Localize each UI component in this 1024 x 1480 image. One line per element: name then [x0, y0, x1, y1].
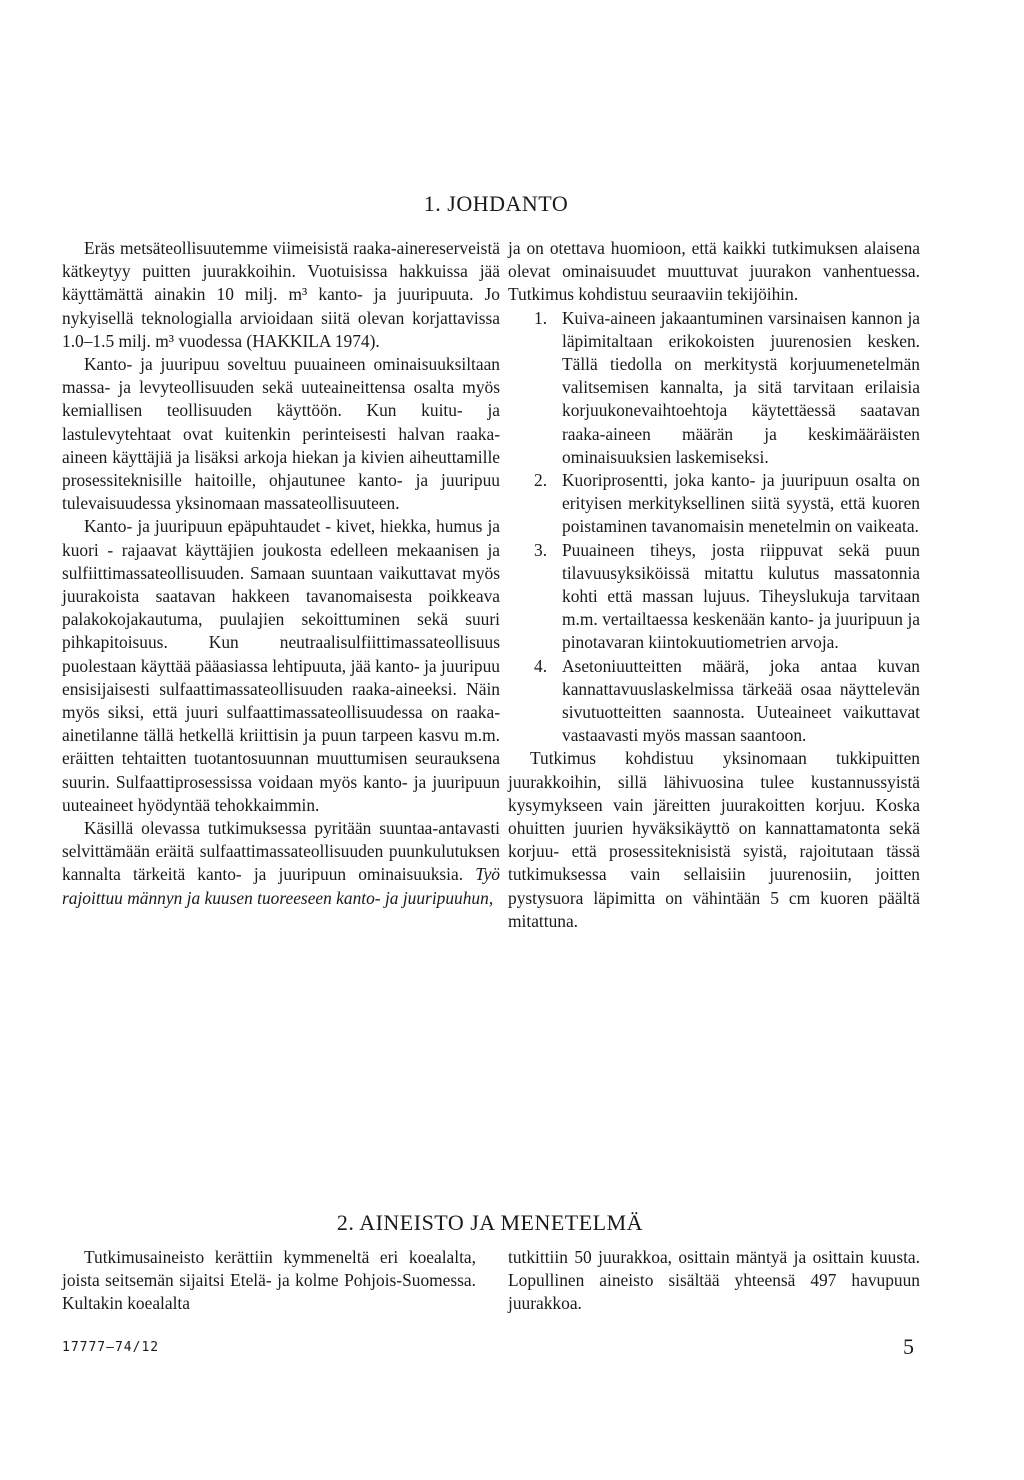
paragraph-scope: ja on otettava huomioon, että kaikki tutkimuksen alaisena olevat ominaisuudet muuttuvat juurakon vanhentuessa. Tutkimus kohdistuu seuraaviin tekijöihin. [508, 238, 920, 305]
italic-limitation: Työ rajoittuu männyn ja kuusen tuoreeseen kanto- ja juuripuuhun, [62, 864, 500, 908]
list-number: 4. [534, 655, 548, 676]
list-item [508, 539, 920, 655]
left-column [62, 237, 500, 910]
list-item [508, 469, 920, 539]
section-2-left-column [62, 1246, 476, 1316]
list-item [508, 655, 920, 748]
paragraph-material-continued: tutkittiin 50 juurakkoa, osittain mäntyä ja osittain kuusta. Lopullinen aineisto sisältää yhteensä 497 havupuun juurakkoa. [508, 1247, 920, 1314]
page-number: 5 [903, 1334, 914, 1359]
paragraph-suitability: Kanto- ja juuripuu soveltuu puuaineen ominaisuuksiltaan massa- ja levyteollisuuden sekä uuteaineittensa osalta myös kemiallisen teollisuuden käyttöön. Kun kuitu- ja lastulevytehtaat ovat kuitenkin perinteisesti halvan raaka-aineen käyttäjiä ja lisäksi arkoja hiekan ja kivien aiheuttamille prosessiteknisille haitoille, ohjautunee kanto- ja juuripuu tulevaisuudessa yksinomaan massateollisuuteen. [62, 354, 500, 514]
paragraph-material: Tutkimusaineisto kerättiin kymmeneltä eri koealalta, joista seitsemän sijaitsi Etelä- ja kolme Pohjois-Suomessa. Kultakin koealalta [62, 1247, 476, 1314]
list-text: Puuaineen tiheys, josta riippuvat sekä puun tilavuusyksiköissä mitattu kulutus massatonnia kohti että massan lujuus. Tiheyslukuja tarvitaan m.m. vertailtaessa keskenään kanto- ja juuripuun ja pinotavaran kiintokuutiometrien arvoja. [562, 539, 920, 653]
list-text: Kuiva-aineen jakaantuminen varsinaisen kannon ja läpimitaltaan erikokoisten juurenosien kesken. Tällä tiedolla on merkitystä korjuumenetelmän valitsemisen kannalta, ja sitä tarvitaan erilaisia korjuukonevaihtoehtoja käytettäessä saatavan raaka-aineen määrän ja keskimääräisten ominaisuuksien laskemiseksi. [562, 307, 920, 467]
factor-list [508, 307, 920, 748]
section-2-right-column [508, 1246, 920, 1316]
aim-text: Käsillä olevassa tutkimuksessa pyritään suuntaa-antavasti selvittämään eräitä sulfaattimassateollisuuden puunkulutuksen kannalta tärkeitä kanto- ja juuripuun ominaisuuksia. [62, 818, 500, 885]
list-text: Asetoniuutteitten määrä, joka antaa kuvan kannattavuuslaskelmissa tärkeää osaa näyttelevän sivutuotteitten saannosta. Uuteaineet vaikuttavat vastaavasti myös massan saantoon. [562, 655, 920, 746]
list-text: Kuoriprosentti, joka kanto- ja juuripuun osalta on erityisen merkityksellinen siitä syystä, että kuoren poistaminen tavanomaisin menetelmin on vaikeata. [562, 470, 920, 537]
paragraph-intro: Eräs metsäteollisuutemme viimeisistä raaka-ainereserveistä kätkeytyy puitten juurakkoihin. Vuotuisissa hakkuissa jää käyttämättä ainakin 10 milj. m³ kanto- ja juuripuuta. Jo nykyisellä teknologialla arvioidaan siitä olevan korjattavissa 1.0–1.5 milj. m³ vuodessa (HAKKILA 1974). [62, 238, 500, 351]
list-number: 3. [534, 539, 548, 560]
section-1-heading: 1. JOHDANTO [423, 190, 569, 216]
paragraph-aim [62, 817, 500, 910]
paragraph-restriction: Tutkimus kohdistuu yksinomaan tukkipuitten juurakkoihin, sillä lähivuosina tulee kustannussyistä kysymykseen vain järeitten juurakoitten korjuu. Koska ohuitten juurien hyväksikäyttö on kannattamatonta sekä korjuu- että prosessiteknisistä syistä, rajoitutaan tässä tutkimuksessa vain sellaisiin juurenosiin, joitten pystysuora läpimitta on vähintään 5 cm kuoren päältä mitattuna. [508, 748, 920, 931]
list-number: 2. [534, 470, 548, 491]
right-column [508, 237, 920, 933]
section-2-heading: 2. AINEISTO JA MENETELMÄ [336, 1210, 644, 1236]
list-number: 1. [534, 307, 548, 328]
list-item [508, 307, 920, 469]
print-code: 17777—74/12 [62, 1340, 160, 1355]
paragraph-impurities: Kanto- ja juuripuun epäpuhtaudet - kivet, hiekka, humus ja kuori - rajaavat käyttäjien joukosta edelleen mekaanisen ja sulfiittimassateollisuuden. Samaan suuntaan vaikuttavat myös juurakoista saatavan hakkeen tavanomaisesta poikkeava palakokojakautuma, puulajien sekoittuminen sekä suuri pihkapitoisuus. Kun neutraalisulfiittimassateollisuus puolestaan käyttää pääasiassa lehtipuuta, jää kanto- ja juuripuu ensisijaisesti sulfaattimassateollisuuden raaka-aineeksi. Näin myös siksi, että juuri sulfaattimassateollisuudessa on raaka-ainetilanne tällä hetkellä kriittisin ja puun tarpeen kasvu m.m. eräitten tehtaitten tuotantosuunnan muuttumisen seurauksena suurin. Sulfaattiprosessissa voidaan myös kanto- ja juuripuun uuteaineet hyödyntää tehokkaimmin. [62, 516, 500, 815]
